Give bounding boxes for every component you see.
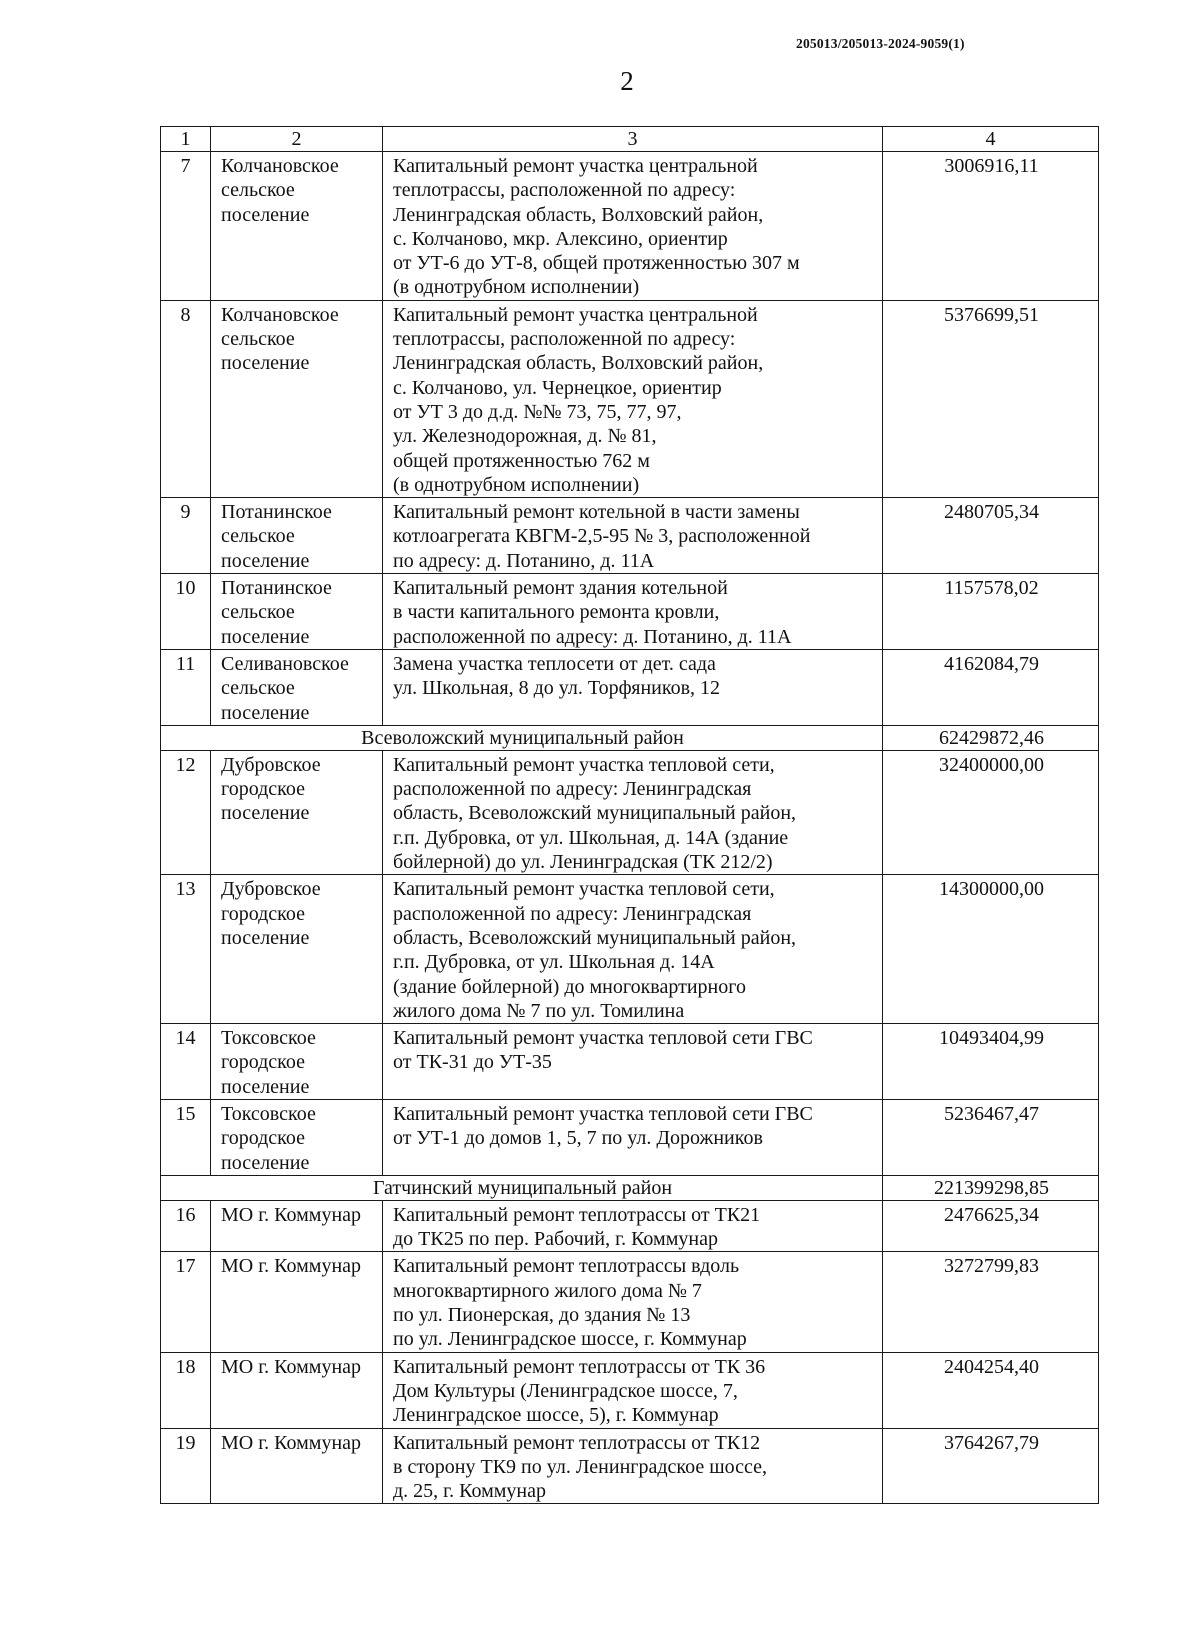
municipality-name: Токсовское городское поселение: [211, 1024, 383, 1100]
work-description: Капитальный ремонт здания котельной в части капитального ремонта кровли, расположенной по адресу: д. Потанино, д. 11А: [383, 574, 883, 650]
amount-value: 3272799,83: [883, 1252, 1099, 1352]
table-row: [161, 1024, 1099, 1100]
amount-value: 5376699,51: [883, 300, 1099, 497]
municipality-name: Токсовское городское поселение: [211, 1099, 383, 1175]
table-row: [161, 1200, 1099, 1252]
amount-value: 2480705,34: [883, 498, 1099, 574]
row-number: 19: [161, 1428, 211, 1504]
municipality-name: МО г. Коммунар: [211, 1352, 383, 1428]
table-row: [161, 750, 1099, 874]
municipality-name: Потанинское сельское поселение: [211, 574, 383, 650]
table-row: [161, 152, 1099, 301]
work-description: Капитальный ремонт котельной в части замены котлоагрегата КВГМ-2,5-95 № 3, расположенной по адресу: д. Потанино, д. 11А: [383, 498, 883, 574]
row-number: 8: [161, 300, 211, 497]
district-amount: 62429872,46: [883, 725, 1099, 750]
work-description: Капитальный ремонт теплотрассы от ТК21 до ТК25 по пер. Рабочий, г. Коммунар: [383, 1200, 883, 1252]
document-id: 205013/205013-2024-9059(1): [796, 36, 965, 51]
amount-value: 3764267,79: [883, 1428, 1099, 1504]
row-number: 11: [161, 649, 211, 725]
amount-value: 10493404,99: [883, 1024, 1099, 1100]
amount-value: 32400000,00: [883, 750, 1099, 874]
amount-value: 3006916,11: [883, 152, 1099, 301]
amount-value: 1157578,02: [883, 574, 1099, 650]
page-number: 2: [620, 66, 634, 96]
work-description: Капитальный ремонт участка центральной теплотрассы, расположенной по адресу: Ленинградская область, Волховский район, с. Колчаново, мкр. Алексино, ориентир от УТ-6 до УТ-8, общей протяженностью 307 м (в однотрубном исполнении): [383, 152, 883, 301]
district-subtotal-row: [161, 1175, 1099, 1200]
table-row: [161, 1352, 1099, 1428]
table-row: [161, 649, 1099, 725]
row-number: 16: [161, 1200, 211, 1252]
amount-value: 5236467,47: [883, 1099, 1099, 1175]
municipality-name: Дубровское городское поселение: [211, 750, 383, 874]
work-description: Замена участка теплосети от дет. сада ул. Школьная, 8 до ул. Торфяников, 12: [383, 649, 883, 725]
work-description: Капитальный ремонт участка центральной теплотрассы, расположенной по адресу: Ленинградская область, Волховский район, с. Колчаново, ул. Чернецкое, ориентир от УТ 3 до д.д. №№ 73, 75, 77, 97, ул. Железнодорожная, д. № 81, общей протяженностью 762 м (в однотрубном исполнении): [383, 300, 883, 497]
table-header-row: [161, 127, 1099, 152]
work-description: Капитальный ремонт участка тепловой сети, расположенной по адресу: Ленинградская область, Всеволожский муниципальный район, г.п. Дубровка, от ул. Школьная д. 14А (здание бойлерной) до многоквартирного жилого дома № 7 по ул. Томилина: [383, 875, 883, 1024]
table-row: [161, 498, 1099, 574]
amount-value: 14300000,00: [883, 875, 1099, 1024]
amount-value: 2476625,34: [883, 1200, 1099, 1252]
row-number: 17: [161, 1252, 211, 1352]
row-number: 14: [161, 1024, 211, 1100]
municipality-name: Потанинское сельское поселение: [211, 498, 383, 574]
work-description: Капитальный ремонт участка тепловой сети ГВС от ТК-31 до УТ-35: [383, 1024, 883, 1100]
row-number: 7: [161, 152, 211, 301]
municipality-name: Колчановское сельское поселение: [211, 152, 383, 301]
column-header: 1: [161, 127, 211, 152]
table-row: [161, 875, 1099, 1024]
municipality-name: Колчановское сельское поселение: [211, 300, 383, 497]
row-number: 9: [161, 498, 211, 574]
district-amount: 221399298,85: [883, 1175, 1099, 1200]
row-number: 15: [161, 1099, 211, 1175]
table-row: [161, 574, 1099, 650]
row-number: 10: [161, 574, 211, 650]
district-name: Всеволожский муниципальный район: [161, 725, 883, 750]
table-row: [161, 1428, 1099, 1504]
row-number: 12: [161, 750, 211, 874]
table-row: [161, 1252, 1099, 1352]
work-description: Капитальный ремонт участка тепловой сети, расположенной по адресу: Ленинградская область, Всеволожский муниципальный район, г.п. Дубровка, от ул. Школьная, д. 14А (здание бойлерной) до ул. Ленинградская (ТК 212/2): [383, 750, 883, 874]
municipality-name: МО г. Коммунар: [211, 1252, 383, 1352]
column-header: 4: [883, 127, 1099, 152]
district-subtotal-row: [161, 725, 1099, 750]
funding-table: [160, 126, 1099, 1504]
column-header: 3: [383, 127, 883, 152]
amount-value: 2404254,40: [883, 1352, 1099, 1428]
work-description: Капитальный ремонт теплотрассы вдоль многоквартирного жилого дома № 7 по ул. Пионерская, до здания № 13 по ул. Ленинградское шоссе, г. Коммунар: [383, 1252, 883, 1352]
column-header: 2: [211, 127, 383, 152]
work-description: Капитальный ремонт теплотрассы от ТК12 в сторону ТК9 по ул. Ленинградское шоссе, д. 25, г. Коммунар: [383, 1428, 883, 1504]
municipality-name: Дубровское городское поселение: [211, 875, 383, 1024]
municipality-name: МО г. Коммунар: [211, 1428, 383, 1504]
row-number: 18: [161, 1352, 211, 1428]
table-row: [161, 1099, 1099, 1175]
municipality-name: Селивановское сельское поселение: [211, 649, 383, 725]
table-row: [161, 300, 1099, 497]
row-number: 13: [161, 875, 211, 1024]
work-description: Капитальный ремонт теплотрассы от ТК 36 Дом Культуры (Ленинградское шоссе, 7, Ленинградское шоссе, 5), г. Коммунар: [383, 1352, 883, 1428]
municipality-name: МО г. Коммунар: [211, 1200, 383, 1252]
district-name: Гатчинский муниципальный район: [161, 1175, 883, 1200]
work-description: Капитальный ремонт участка тепловой сети ГВС от УТ-1 до домов 1, 5, 7 по ул. Дорожников: [383, 1099, 883, 1175]
amount-value: 4162084,79: [883, 649, 1099, 725]
